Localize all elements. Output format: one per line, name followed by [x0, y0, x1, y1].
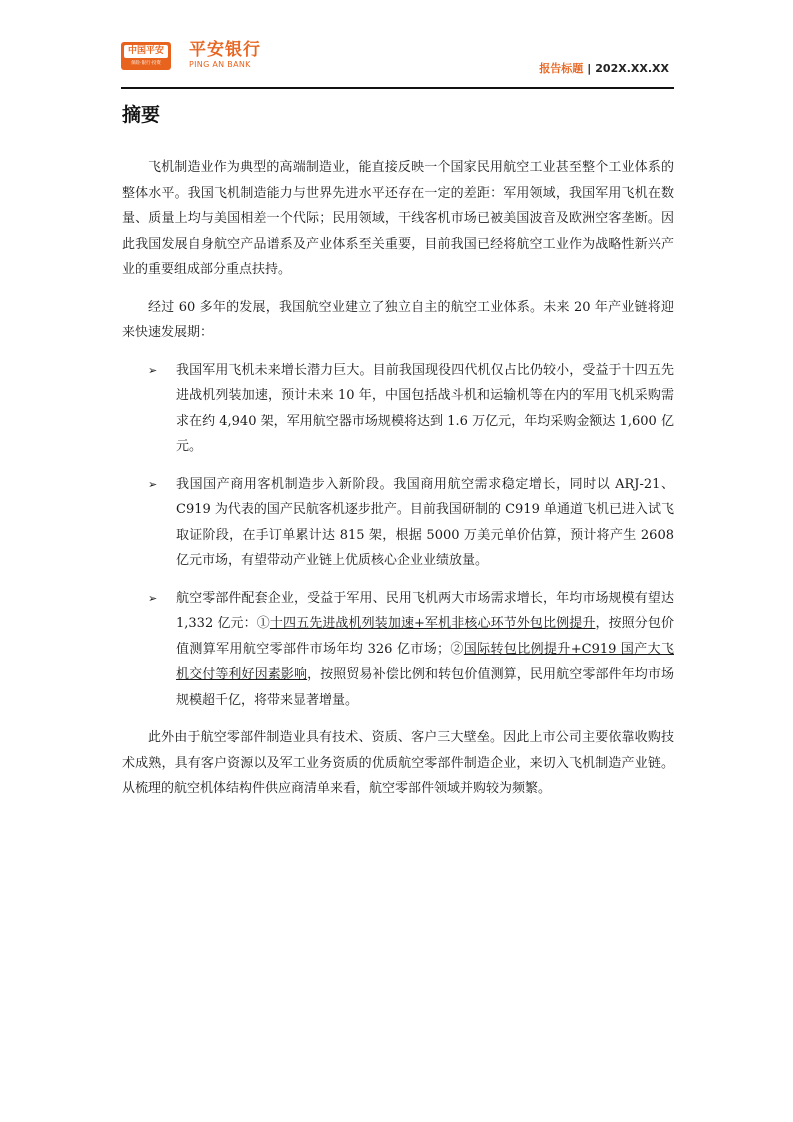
bullet-list [122, 358, 674, 714]
section-heading: 摘要 [122, 104, 161, 126]
logo-group-name: 中国平安 [124, 45, 168, 58]
logo-group-tagline: 保险·银行·投资 [131, 61, 161, 66]
paragraph-closing: 此外由于航空零部件制造业具有技术、资质、客户三大壁垒。因此上市公司主要依靠收购技术成熟，具有客户资源以及军工业务资质的优质航空零部件制造企业，来切入飞机制造产业链。从梳理的航空机体结构件供应商清单来看，航空零部件领域并购较为频繁。 [122, 730, 674, 796]
arrow-bullet-icon: ➢ [148, 363, 158, 377]
bullet-text [176, 586, 674, 714]
arrow-bullet-icon: ➢ [148, 477, 158, 491]
document-body [122, 155, 674, 814]
page-header [121, 40, 674, 88]
bank-name-en: PING AN BANK [189, 60, 251, 69]
meta-separator: | [587, 62, 592, 75]
arrow-bullet-icon: ➢ [148, 591, 158, 605]
report-meta [539, 62, 669, 76]
paragraph-development: 经过 60 多年的发展，我国航空业建立了独立自主的航空工业体系。未来 20 年产业链将迎来快速发展期： [122, 299, 674, 340]
paragraph-intro: 飞机制造业作为典型的高端制造业，能直接反映一个国家民用航空工业甚至整个工业体系的整体水平。我国飞机制造能力与世界先进水平还存在一定的差距：军用领域，我国军用飞机在数量、质量上均与美国相差一个代际；民用领域，干线客机市场已被美国波音及欧洲空客垄断。因此我国发展自身航空产品谱系及产业体系至关重要，目前我国已经将航空工业作为战略性新兴产业的重要组成部分重点扶持。 [122, 160, 674, 277]
bullet-text: 我国国产商用客机制造步入新阶段。我国商用航空需求稳定增长，同时以 ARJ-21、C919 为代表的国产民航客机逐步批产。目前我国研制的 C919 单通道飞机已进入试飞取证阶段，在手订单累计达 815 架，根据 5000 万美元单价估算，预计将产生 2608 亿元市场，有望带动产业链上优质核心企业业绩放量。 [176, 476, 674, 568]
ping-an-group-logo [121, 42, 171, 70]
header-divider [121, 87, 674, 89]
bullet-text-part: 航空零部件配套企业，受益于军用、民用飞机两大市场需求增长，年均市场规模有望达 1,332 亿元：① [176, 590, 674, 631]
report-date: 202X.XX.XX [595, 62, 669, 75]
bullet-text-part: ，按照分包价值测算军用航空零部件市场年均 326 亿市场；② [176, 616, 674, 657]
bullet-item-military [122, 358, 674, 460]
report-title: 报告标题 [539, 62, 584, 75]
ping-an-bank-logo [189, 40, 261, 70]
bullet-item-components [122, 586, 674, 714]
bank-name-cn: 平安银行 [189, 40, 261, 60]
underlined-text: 国际转包比例提升+C919 国产大飞机交付等利好因素影响 [176, 641, 674, 682]
underlined-text: 十四五先进战机列装加速+军机非核心环节外包比例提升 [269, 616, 596, 631]
bullet-item-commercial [122, 472, 674, 574]
bullet-text: 我国军用飞机未来增长潜力巨大。目前我国现役四代机仅占比仍较小，受益于十四五先进战机列装加速，预计未来 10 年，中国包括战斗机和运输机等在内的军用飞机采购需求在约 4,940 架，军用航空器市场规模将达到 1.6 万亿元，年均采购金额达 1,600 亿元。 [176, 362, 674, 454]
bullet-text-part: ，按照贸易补偿比例和转包价值测算，民用航空零部件年均市场规模超千亿，将带来显著增量。 [176, 667, 674, 708]
